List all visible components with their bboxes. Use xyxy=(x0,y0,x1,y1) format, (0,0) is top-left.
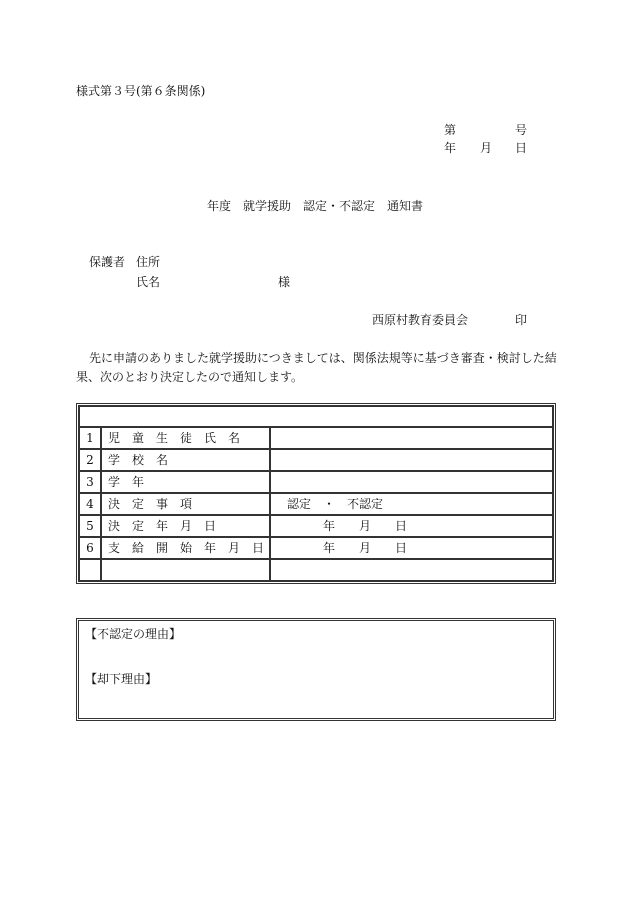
table-row xyxy=(79,471,553,493)
decision-table xyxy=(76,403,556,584)
row-number: 4 xyxy=(79,493,101,515)
date-day: 日 xyxy=(515,141,528,155)
table-row xyxy=(79,427,553,449)
table-row xyxy=(79,493,553,515)
body-text-line-2: 果、次のとおり決定したので通知します。 xyxy=(76,370,304,384)
guardian-name-label: 氏名 xyxy=(136,275,161,289)
table-row xyxy=(79,559,553,581)
date-year: 年 xyxy=(444,141,457,155)
row-number: 2 xyxy=(79,449,101,471)
row-number: 1 xyxy=(79,427,101,449)
row-number: 6 xyxy=(79,537,101,559)
row-value[interactable]: 認定 ・ 不認定 xyxy=(270,493,553,515)
row-value[interactable] xyxy=(270,427,553,449)
form-number: 様式第３号(第６条関係) xyxy=(76,84,206,98)
row-label: 児 童 生 徒 氏 名 xyxy=(101,427,270,449)
doc-number-dai: 第 xyxy=(444,123,457,137)
reason-box xyxy=(76,618,556,721)
issuer-seal: 印 xyxy=(515,313,528,327)
row-label: 学 年 xyxy=(101,471,270,493)
row-label xyxy=(101,559,270,581)
table-row xyxy=(79,449,553,471)
guardian-honorific: 様 xyxy=(278,275,291,289)
doc-number-go: 号 xyxy=(515,123,528,137)
date-month: 月 xyxy=(480,141,493,155)
rejection-reason-heading: 【却下理由】 xyxy=(85,672,158,686)
row-number: 3 xyxy=(79,471,101,493)
issuer-name: 西原村教育委員会 xyxy=(372,313,469,327)
row-value[interactable]: 年 月 日 xyxy=(270,537,553,559)
row-value[interactable] xyxy=(270,449,553,471)
row-label: 決 定 事 項 xyxy=(101,493,270,515)
row-number: 5 xyxy=(79,515,101,537)
table-row xyxy=(79,537,553,559)
body-text-line-1: 先に申請のありました就学援助につきましては、関係法規等に基づき審査・検討した結 xyxy=(89,351,557,365)
row-value[interactable] xyxy=(270,559,553,581)
table-row xyxy=(79,515,553,537)
row-label: 学 校 名 xyxy=(101,449,270,471)
document-title: 年度 就学援助 認定・不認定 通知書 xyxy=(207,199,424,213)
guardian-address-label: 住所 xyxy=(136,255,161,269)
row-number xyxy=(79,559,101,581)
guardian-label: 保護者 xyxy=(89,255,126,269)
row-value[interactable]: 年 月 日 xyxy=(270,515,553,537)
table-header-row xyxy=(79,406,553,427)
row-value[interactable] xyxy=(270,471,553,493)
row-label: 決 定 年 月 日 xyxy=(101,515,270,537)
not-approved-reason-heading: 【不認定の理由】 xyxy=(85,627,182,641)
row-label: 支 給 開 始 年 月 日 xyxy=(101,537,270,559)
